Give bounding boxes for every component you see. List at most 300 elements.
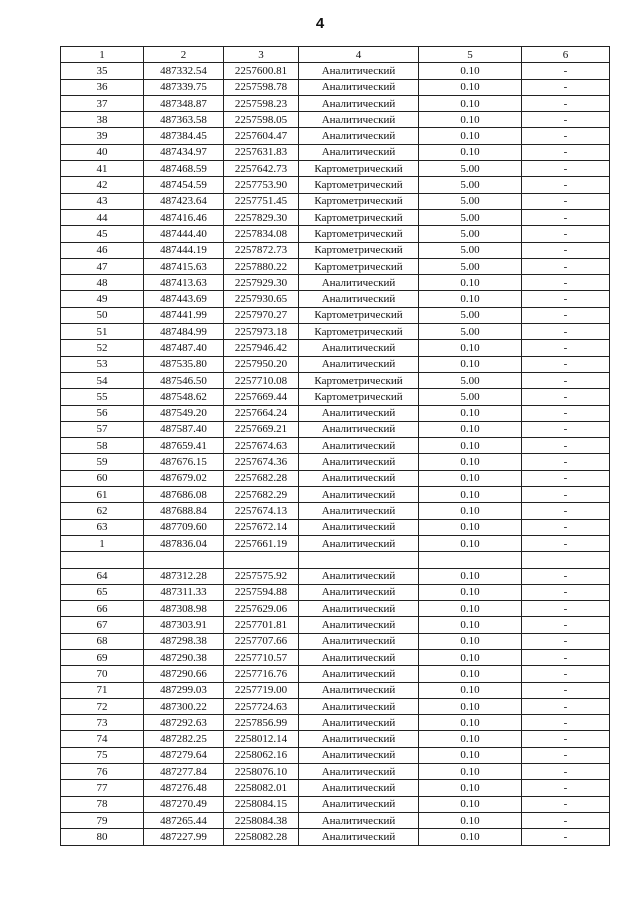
table-cell: 5.00 [419, 226, 522, 242]
table-cell: 487454.59 [144, 177, 224, 193]
table-cell: 2257751.45 [224, 193, 299, 209]
table-cell: 56 [61, 405, 144, 421]
column-header: 2 [144, 47, 224, 63]
table-row [61, 812, 610, 828]
table-cell: Аналитический [299, 128, 419, 144]
table-cell: 2257753.90 [224, 177, 299, 193]
table-cell: 0.10 [419, 112, 522, 128]
table-cell: Картометрический [299, 161, 419, 177]
table-cell: 0.10 [419, 356, 522, 372]
column-header: 1 [61, 47, 144, 63]
table-cell: 487676.15 [144, 454, 224, 470]
table-row [61, 698, 610, 714]
table-cell: 2257669.44 [224, 389, 299, 405]
table-cell: 487548.62 [144, 389, 224, 405]
table-cell: 2257716.76 [224, 666, 299, 682]
table-row [61, 503, 610, 519]
table-row [61, 389, 610, 405]
table-cell: - [522, 112, 610, 128]
table-row [61, 764, 610, 780]
table-cell: 487679.02 [144, 470, 224, 486]
page-number: 4 [315, 15, 325, 32]
table-row [61, 666, 610, 682]
table-cell: 62 [61, 503, 144, 519]
table-cell: - [522, 193, 610, 209]
table-cell: 73 [61, 715, 144, 731]
table-cell: Аналитический [299, 275, 419, 291]
table-cell: 0.10 [419, 666, 522, 682]
table-cell: 60 [61, 470, 144, 486]
table-row [61, 63, 610, 79]
table-cell: 79 [61, 812, 144, 828]
table-cell: 0.10 [419, 601, 522, 617]
table-cell: 66 [61, 601, 144, 617]
table-cell: 2257710.57 [224, 649, 299, 665]
table-cell: - [522, 161, 610, 177]
table-cell: - [522, 79, 610, 95]
table-cell: Аналитический [299, 780, 419, 796]
table-cell: 487339.75 [144, 79, 224, 95]
table-cell: Аналитический [299, 438, 419, 454]
table-cell: 487659.41 [144, 438, 224, 454]
table-cell: Аналитический [299, 535, 419, 551]
table-cell: 0.10 [419, 503, 522, 519]
table-cell: Аналитический [299, 747, 419, 763]
table-cell: 2257598.05 [224, 112, 299, 128]
table-cell: - [522, 340, 610, 356]
table-cell: 78 [61, 796, 144, 812]
table-cell: 0.10 [419, 454, 522, 470]
table-cell: 487484.99 [144, 324, 224, 340]
table-cell: 487290.38 [144, 649, 224, 665]
table-cell: 487270.49 [144, 796, 224, 812]
table-row [61, 535, 610, 551]
table-cell: 0.10 [419, 340, 522, 356]
table-cell: - [522, 535, 610, 551]
table-cell: 487308.98 [144, 601, 224, 617]
table-cell: 69 [61, 649, 144, 665]
table-cell: 2258012.14 [224, 731, 299, 747]
table-cell: Аналитический [299, 568, 419, 584]
table-cell: Аналитический [299, 812, 419, 828]
table-cell: - [522, 698, 610, 714]
table-cell: 54 [61, 372, 144, 388]
table-cell: 2257600.81 [224, 63, 299, 79]
table-cell: 50 [61, 307, 144, 323]
table-cell: Картометрический [299, 242, 419, 258]
table-cell: 72 [61, 698, 144, 714]
table-cell: - [522, 829, 610, 845]
table-cell: 2257631.83 [224, 144, 299, 160]
table-cell: Аналитический [299, 112, 419, 128]
table-cell: Аналитический [299, 470, 419, 486]
table-row [61, 780, 610, 796]
table-cell: 2257575.92 [224, 568, 299, 584]
table-cell: 0.10 [419, 63, 522, 79]
table-cell: - [522, 324, 610, 340]
table-cell: - [522, 63, 610, 79]
table-row [61, 552, 610, 568]
table-cell: 0.10 [419, 519, 522, 535]
table-cell: 43 [61, 193, 144, 209]
table-cell: 55 [61, 389, 144, 405]
table-cell: 487279.64 [144, 747, 224, 763]
coordinates-table [60, 46, 610, 846]
table-cell: 2258062.16 [224, 747, 299, 763]
table-cell: 68 [61, 633, 144, 649]
table-cell: - [522, 454, 610, 470]
table-cell: - [522, 470, 610, 486]
table-cell: 487535.80 [144, 356, 224, 372]
table-cell: 487549.20 [144, 405, 224, 421]
table-cell: Аналитический [299, 405, 419, 421]
table-cell: Аналитический [299, 356, 419, 372]
table-cell: 2257929.30 [224, 275, 299, 291]
table-row [61, 372, 610, 388]
table-row [61, 421, 610, 437]
table-row [61, 275, 610, 291]
table-row [61, 796, 610, 812]
table-cell: 487227.99 [144, 829, 224, 845]
table-cell: 5.00 [419, 372, 522, 388]
table-cell: 487265.44 [144, 812, 224, 828]
table-cell: - [522, 519, 610, 535]
table-cell: - [522, 780, 610, 796]
table-cell: 2257701.81 [224, 617, 299, 633]
table-cell: 0.10 [419, 568, 522, 584]
table-cell: Аналитический [299, 340, 419, 356]
table-cell: 36 [61, 79, 144, 95]
table-cell [419, 552, 522, 568]
table-cell: 0.10 [419, 796, 522, 812]
table-cell: 487298.38 [144, 633, 224, 649]
table-row [61, 454, 610, 470]
table-cell: 2257950.20 [224, 356, 299, 372]
table-cell: 487276.48 [144, 780, 224, 796]
table-cell: 52 [61, 340, 144, 356]
table-cell: 487299.03 [144, 682, 224, 698]
table-cell [61, 552, 144, 568]
table-cell: 0.10 [419, 731, 522, 747]
table-cell: 2257856.99 [224, 715, 299, 731]
table-cell: 2257674.36 [224, 454, 299, 470]
table-row [61, 829, 610, 845]
table-cell: 41 [61, 161, 144, 177]
table-row [61, 470, 610, 486]
table-cell: 2257946.42 [224, 340, 299, 356]
table-cell: 2257682.29 [224, 487, 299, 503]
table-cell: 5.00 [419, 307, 522, 323]
table-header-row [61, 47, 610, 63]
table-cell: 2257604.47 [224, 128, 299, 144]
column-header: 5 [419, 47, 522, 63]
table-cell: 0.10 [419, 780, 522, 796]
table-cell: 2258084.15 [224, 796, 299, 812]
table-row [61, 584, 610, 600]
table-row [61, 177, 610, 193]
table-cell: 2257973.18 [224, 324, 299, 340]
table-row [61, 633, 610, 649]
column-header: 6 [522, 47, 610, 63]
table-cell: 0.10 [419, 649, 522, 665]
table-cell: - [522, 812, 610, 828]
table-cell: - [522, 242, 610, 258]
table-cell: 64 [61, 568, 144, 584]
table-cell: 0.10 [419, 764, 522, 780]
table-row [61, 519, 610, 535]
table-cell: - [522, 226, 610, 242]
table-cell: 5.00 [419, 161, 522, 177]
table-cell: - [522, 95, 610, 111]
table-row [61, 226, 610, 242]
table-cell: Аналитический [299, 649, 419, 665]
table-cell: 0.10 [419, 698, 522, 714]
table-row [61, 601, 610, 617]
table-cell: 487686.08 [144, 487, 224, 503]
table-cell: - [522, 258, 610, 274]
table-cell: 2257664.24 [224, 405, 299, 421]
table-cell: 487836.04 [144, 535, 224, 551]
table-cell: 0.10 [419, 79, 522, 95]
table-row [61, 128, 610, 144]
table-cell [144, 552, 224, 568]
table-cell: 0.10 [419, 829, 522, 845]
table-cell: 487441.99 [144, 307, 224, 323]
column-header: 3 [224, 47, 299, 63]
table-cell: 2257829.30 [224, 209, 299, 225]
table-row [61, 242, 610, 258]
table-cell: 2257598.78 [224, 79, 299, 95]
table-cell: 5.00 [419, 258, 522, 274]
table-cell: 57 [61, 421, 144, 437]
table-row [61, 209, 610, 225]
table-cell: 2257707.66 [224, 633, 299, 649]
table-cell: 0.10 [419, 470, 522, 486]
table-cell: 0.10 [419, 144, 522, 160]
table-row [61, 617, 610, 633]
table-cell: 48 [61, 275, 144, 291]
table-cell: Аналитический [299, 617, 419, 633]
table-cell: 2257930.65 [224, 291, 299, 307]
table-cell: 65 [61, 584, 144, 600]
table-row [61, 340, 610, 356]
table-cell: - [522, 372, 610, 388]
table-cell: 487709.60 [144, 519, 224, 535]
table-row [61, 95, 610, 111]
table-cell: 76 [61, 764, 144, 780]
table-cell: 74 [61, 731, 144, 747]
table-cell: - [522, 307, 610, 323]
table-cell: Картометрический [299, 226, 419, 242]
table-cell: 487290.66 [144, 666, 224, 682]
table-cell: - [522, 275, 610, 291]
table-cell: 0.10 [419, 95, 522, 111]
table-cell: 2257661.19 [224, 535, 299, 551]
table-cell: 2257872.73 [224, 242, 299, 258]
table-cell: 0.10 [419, 633, 522, 649]
table-row [61, 324, 610, 340]
table-cell: 487546.50 [144, 372, 224, 388]
table-cell: Аналитический [299, 584, 419, 600]
table-cell: 487444.40 [144, 226, 224, 242]
table-cell: 40 [61, 144, 144, 160]
table-cell: 2257674.63 [224, 438, 299, 454]
table-row [61, 438, 610, 454]
table-cell [299, 552, 419, 568]
table-cell: 487443.69 [144, 291, 224, 307]
table-cell: 77 [61, 780, 144, 796]
table-cell: 44 [61, 209, 144, 225]
table-row [61, 144, 610, 160]
table-cell: - [522, 617, 610, 633]
table-cell: 0.10 [419, 812, 522, 828]
table-cell: - [522, 764, 610, 780]
table-cell: - [522, 209, 610, 225]
table-cell: 2257834.08 [224, 226, 299, 242]
table-cell: 487415.63 [144, 258, 224, 274]
table-cell: 61 [61, 487, 144, 503]
table-cell: 51 [61, 324, 144, 340]
table-row [61, 193, 610, 209]
table-cell: 5.00 [419, 193, 522, 209]
table-cell: 2257594.88 [224, 584, 299, 600]
table-cell: 487282.25 [144, 731, 224, 747]
table-cell: Аналитический [299, 601, 419, 617]
table-cell: - [522, 291, 610, 307]
table-cell: Аналитический [299, 79, 419, 95]
table-cell: 2257629.06 [224, 601, 299, 617]
table-cell: 49 [61, 291, 144, 307]
table-cell: 487423.64 [144, 193, 224, 209]
table-cell: 47 [61, 258, 144, 274]
table-cell: 39 [61, 128, 144, 144]
table-cell: 487413.63 [144, 275, 224, 291]
table-row [61, 747, 610, 763]
table-cell: Аналитический [299, 519, 419, 535]
table-cell: 2257642.73 [224, 161, 299, 177]
table-cell: 5.00 [419, 324, 522, 340]
table-cell: 75 [61, 747, 144, 763]
table-row [61, 161, 610, 177]
table-cell [224, 552, 299, 568]
table-cell: - [522, 503, 610, 519]
table-cell: 0.10 [419, 487, 522, 503]
table-cell: 2257669.21 [224, 421, 299, 437]
table-cell: 0.10 [419, 291, 522, 307]
table-cell: Картометрический [299, 307, 419, 323]
table-cell: - [522, 487, 610, 503]
table-cell: 80 [61, 829, 144, 845]
table-cell: 35 [61, 63, 144, 79]
table-cell: 2257719.00 [224, 682, 299, 698]
table-cell: 2257880.22 [224, 258, 299, 274]
table-cell: 2257674.13 [224, 503, 299, 519]
table-cell: 2257724.63 [224, 698, 299, 714]
table-cell: - [522, 731, 610, 747]
table-cell: 487688.84 [144, 503, 224, 519]
table-cell: 0.10 [419, 535, 522, 551]
table-row [61, 715, 610, 731]
table-cell: 0.10 [419, 715, 522, 731]
table-cell: - [522, 649, 610, 665]
table-cell: 487587.40 [144, 421, 224, 437]
table-cell: 45 [61, 226, 144, 242]
table-row [61, 649, 610, 665]
table-cell: - [522, 747, 610, 763]
table-cell: 59 [61, 454, 144, 470]
table-row [61, 291, 610, 307]
table-cell [522, 552, 610, 568]
table-cell: Аналитический [299, 95, 419, 111]
table-cell: Аналитический [299, 487, 419, 503]
table-cell: 46 [61, 242, 144, 258]
table-cell: 487444.19 [144, 242, 224, 258]
table-cell: - [522, 128, 610, 144]
table-cell: Аналитический [299, 764, 419, 780]
table-cell: Аналитический [299, 503, 419, 519]
table-cell: 2258082.28 [224, 829, 299, 845]
table-cell: 487311.33 [144, 584, 224, 600]
table-cell: - [522, 796, 610, 812]
table-cell: 487468.59 [144, 161, 224, 177]
table-cell: Аналитический [299, 698, 419, 714]
table-cell: - [522, 144, 610, 160]
table-cell: Аналитический [299, 715, 419, 731]
table-cell: 2257970.27 [224, 307, 299, 323]
table-row [61, 682, 610, 698]
table-cell: 42 [61, 177, 144, 193]
table-cell: - [522, 601, 610, 617]
table-cell: Картометрический [299, 193, 419, 209]
column-header: 4 [299, 47, 419, 63]
table-cell: 0.10 [419, 405, 522, 421]
table-cell: 487312.28 [144, 568, 224, 584]
table-row [61, 731, 610, 747]
table-cell: 58 [61, 438, 144, 454]
table-cell: Аналитический [299, 829, 419, 845]
table-cell: - [522, 421, 610, 437]
table-cell: 37 [61, 95, 144, 111]
table-cell: 71 [61, 682, 144, 698]
table-cell: 0.10 [419, 438, 522, 454]
table-cell: 2257682.28 [224, 470, 299, 486]
table-cell: 2257710.08 [224, 372, 299, 388]
table-cell: - [522, 405, 610, 421]
table-cell: Картометрический [299, 372, 419, 388]
table-cell: - [522, 356, 610, 372]
table-cell: 0.10 [419, 617, 522, 633]
table-cell: Аналитический [299, 633, 419, 649]
table-cell: Аналитический [299, 144, 419, 160]
table-cell: 487363.58 [144, 112, 224, 128]
table-cell: 487416.46 [144, 209, 224, 225]
table-row [61, 356, 610, 372]
table-cell: - [522, 568, 610, 584]
table-cell: 1 [61, 535, 144, 551]
table-cell: 0.10 [419, 275, 522, 291]
table-cell: 2258076.10 [224, 764, 299, 780]
table-cell: 487434.97 [144, 144, 224, 160]
table-cell: Аналитический [299, 666, 419, 682]
table-row [61, 79, 610, 95]
table-row [61, 405, 610, 421]
table-cell: Картометрический [299, 389, 419, 405]
table-cell: 0.10 [419, 682, 522, 698]
table-cell: 67 [61, 617, 144, 633]
table-cell: - [522, 666, 610, 682]
table-cell: 53 [61, 356, 144, 372]
table-cell: Аналитический [299, 63, 419, 79]
